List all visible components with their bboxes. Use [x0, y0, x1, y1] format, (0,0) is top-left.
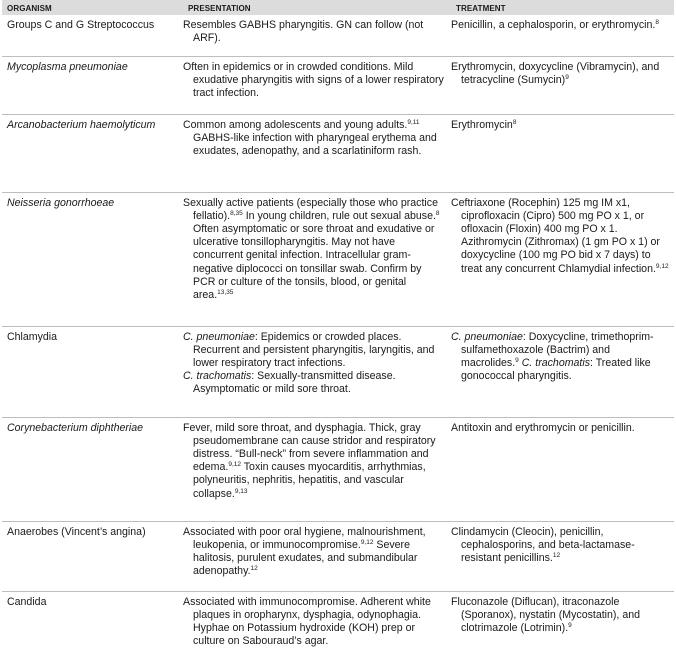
citation: 9 [568, 621, 572, 629]
organism-cell: Neisseria gonorrhoeae [2, 192, 183, 326]
organism-cell: Chlamydia [2, 326, 183, 417]
organism-cell: Candida [7, 595, 47, 608]
presentation-cell [183, 591, 451, 663]
treatment-text: Penicillin, a cephalosporin, or erythromycin. [451, 19, 656, 31]
citation: 9 [515, 356, 519, 364]
presentation-text: Often asymptomatic or sore throat and exudative or ulcerative tonsillopharyngitis. May not have concurrent genital infection. Intracellular gram-negative diplococci on tonsillar swab. Confirm by PCR or culture of the tonsils, blood, or genital area. [193, 222, 435, 301]
organism-cell: Corynebacterium diphtheriae [2, 417, 183, 521]
presentation-cell [183, 326, 451, 417]
treatment-cell [451, 114, 674, 192]
organism-cell: Anaerobes (Vincent’s angina) [2, 521, 183, 591]
treatment-label: C. trachomatis [518, 356, 591, 369]
presentation-text: Associated with immunocompromise. Adherent white plaques in oropharynx, dysphagia, odynophagia. Hyphae on Potassium hydroxide (KOH) prep or culture on Sabouraud’s agar. [183, 595, 431, 648]
citation: 9,12 [655, 262, 669, 270]
organism-cell: Arcanobacterium haemolyticum [2, 114, 183, 192]
table-row [2, 326, 674, 417]
treatment-text: Fluconazole (Diflucan), itraconazole (Sporanox), nystatin (Mycostatin), and clotrimazole (Lotrimin). [451, 595, 640, 634]
table-row [2, 15, 674, 56]
treatment-cell [451, 192, 674, 326]
citation: 9,12 [360, 538, 374, 546]
presentation-text: Resembles GABHS pharyngitis. GN can follow (not ARF). [183, 19, 424, 45]
table-row [2, 56, 674, 114]
citation: 12 [552, 551, 561, 559]
treatment-text: Erythromycin [451, 118, 513, 131]
presentation-cell [183, 417, 451, 521]
presentation-text: Associated with poor oral hygiene, malnourishment, leukopenia, or immunocompromise. [183, 525, 426, 551]
table-row [2, 114, 674, 192]
citation: 8 [512, 118, 517, 126]
presentation-cell [183, 192, 451, 326]
treatment-text: Antitoxin and erythromycin or penicillin. [451, 421, 635, 434]
organism-cell: Mycoplasma pneumoniae [2, 56, 183, 114]
presentation-text: : Epidemics or crowded places. Recurrent and persistent pharyngitis, laryngitis, and lower respiratory tract infections. [193, 330, 435, 369]
citation: 8 [435, 209, 440, 217]
table-header [2, 0, 674, 15]
treatment-cell [451, 326, 674, 417]
presentation-text: Fever, mild sore throat, and dysphagia. Thick, gray pseudomembrane can cause stridor and respiratory distress. “Bull-neck” from severe inflammation and edema. [183, 421, 436, 474]
treatment-text: : Doxycycline, trimethoprim-sulfamethoxazole (Bactrim) and macrolides. [461, 330, 654, 369]
citation: 8,35 [230, 209, 243, 217]
treatment-cell [451, 15, 674, 56]
citation: 12 [250, 565, 258, 573]
header-presentation: PRESENTATION [183, 0, 451, 15]
header-organism: ORGANISM [2, 0, 183, 15]
citation: 13,35 [217, 288, 234, 296]
presentation-text: : Sexually-transmitted disease. Asymptomatic or mild sore throat. [193, 370, 396, 396]
citation: 9,11 [407, 118, 420, 126]
citation: 9,13 [234, 487, 248, 495]
presentation-cell [183, 521, 451, 591]
treatment-text: Clindamycin (Cleocin), penicillin, cephalosporins, and beta-lactamase-resistant penicillins. [451, 525, 635, 564]
pharyngitis-organism-table [2, 0, 674, 663]
table-row [2, 192, 674, 326]
presentation-text: In young children, rule out sexual abuse. [242, 209, 436, 222]
treatment-cell [451, 521, 674, 591]
table-row [2, 521, 674, 591]
treatment-cell [451, 56, 674, 114]
presentation-label: C. pneumoniae [183, 330, 255, 343]
presentation-cell [183, 56, 451, 114]
presentation-text: Sexually active patients (especially those who practice fellatio). [183, 196, 438, 222]
organism-cell: Groups C and G Streptococcus [2, 15, 183, 56]
presentation-text: Severe halitosis, purulent exudates, and submandibular adenopathy. [193, 538, 418, 578]
citation: 9,12 [228, 461, 241, 469]
treatment-text: : Treated like gonococcal pharyngitis. [461, 356, 651, 383]
presentation-text: GABHS-like infection with pharyngeal erythema and exudates, adenopathy, and a scarlatiniform rash. [193, 131, 437, 157]
treatment-cell [451, 417, 674, 521]
citation: 9 [565, 73, 569, 81]
presentation-text: Often in epidemics or in crowded conditions. Mild exudative pharyngitis with signs of a lower respiratory tract infection. [183, 60, 444, 99]
table-row [2, 591, 674, 663]
presentation-text: Toxin causes myocarditis, arrhythmias, polyneuritis, nephritis, hepatitis, and vascular collapse. [193, 461, 426, 500]
treatment-text: Ceftriaxone (Rocephin) 125 mg IM x1, ciprofloxacin (Cipro) 500 mg PO x 1, or ofloxacin (Floxin) 400 mg PO x 1. Azithromycin (Zithromax) (1 gm PO x 1) or doxycycline (100 mg PO bid x 7 days) to treat any concurrent Chlamydial infection. [451, 196, 660, 275]
header-treatment: TREATMENT [451, 0, 674, 15]
treatment-cell [451, 591, 674, 663]
treatment-text: Erythromycin, doxycycline (Vibramycin), and tetracycline (Sumycin) [451, 60, 660, 86]
presentation-text: Common among adolescents and young adults. [183, 118, 408, 131]
presentation-label: C. trachomatis [183, 370, 252, 383]
table-row [2, 417, 674, 521]
presentation-cell [183, 114, 451, 192]
citation: 8 [655, 19, 659, 26]
presentation-cell [183, 15, 451, 56]
treatment-label: C. pneumoniae [451, 330, 523, 343]
